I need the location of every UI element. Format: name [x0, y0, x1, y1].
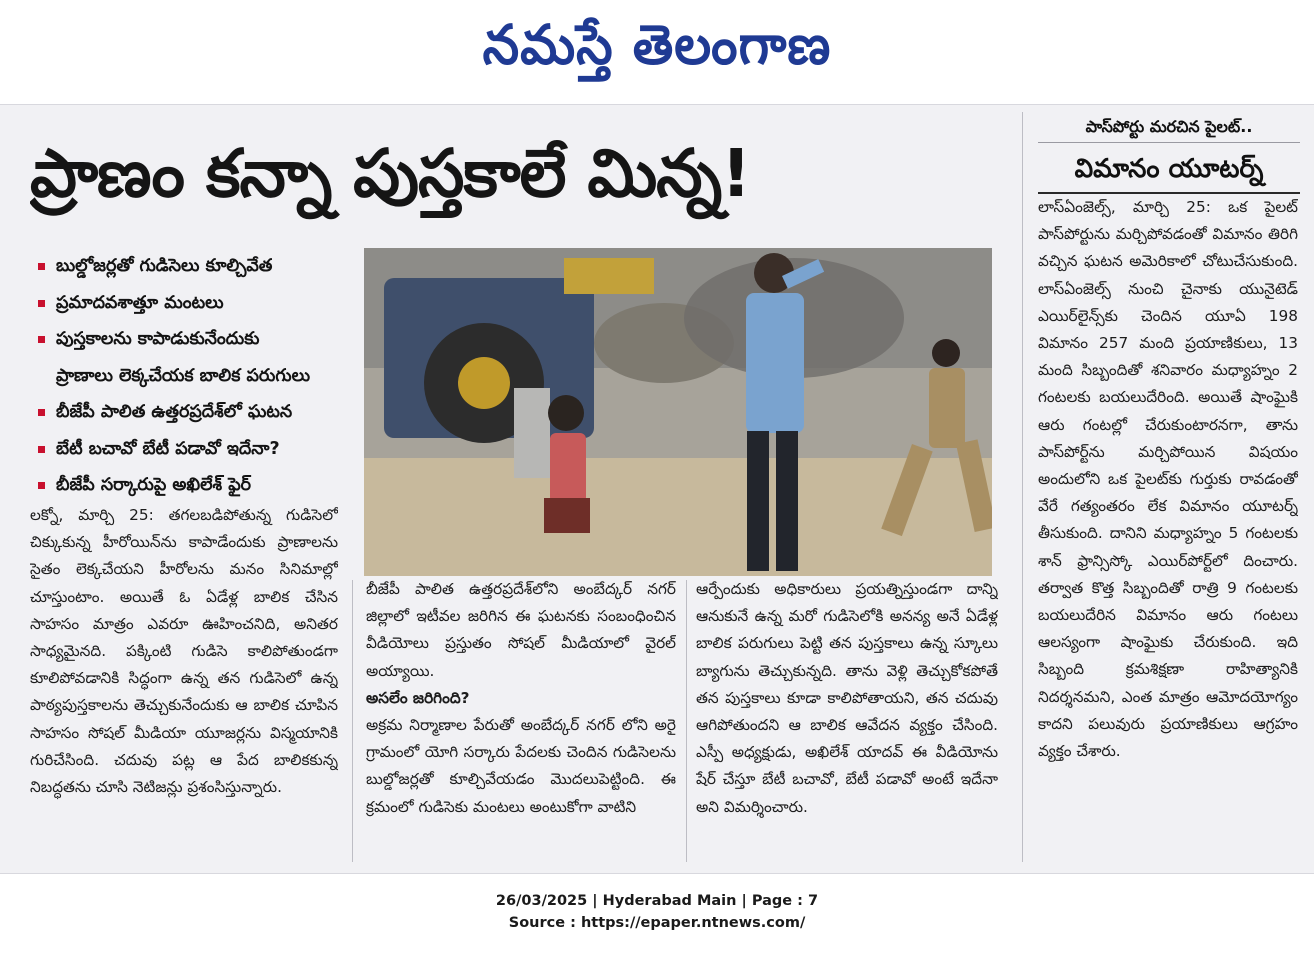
column-divider — [352, 580, 353, 862]
article-headline: ప్రాణం కన్నా పుస్తకాలే మిన్న! — [30, 135, 751, 212]
article-paragraph: అక్రమ నిర్మాణాల పేరుతో అంబేద్కర్ నగర్ లోని అరై గ్రామంలో యోగి సర్కారు పేదలకు చెందిన గుడిసెలను బుల్డోజర్లతో కూల్చివేయడం మొదలుపెట్టింది. ఈ క్రమంలో గుడిసెకు మంటలు అంటుకోగా వాటిని — [366, 716, 676, 816]
bullet-item-continued: ప్రాణాలు లెక్కచేయక బాలిక పరుగులు — [56, 365, 311, 386]
bullet-square-icon — [38, 336, 45, 343]
news-photo-illustration — [364, 248, 992, 576]
bullet-square-icon — [38, 446, 45, 453]
news-photo — [364, 248, 992, 576]
article-column-2 — [366, 576, 676, 866]
edition-info: 26/03/2025 | Hyderabad Main | Page : 7 — [495, 893, 819, 909]
article-paragraph: ఆర్పేందుకు అధికారులు ప్రయత్నిస్తుండగా దాన్ని ఆనుకునే ఉన్న మరో గుడిసెలోకి అనన్య అనే ఏడేళ్ల బాలిక పరుగులు పెట్టి తన పుస్తకాలు ఉన్న స్కూలు బ్యాగును తెచ్చుకున్నది. తాను వెళ్లి తెచ్చుకోకపోతే తన పుస్తకాలు కూడా కాలిపోతాయని, తన చదువు ఆగిపోతుందని ఆ బాలిక ఆవేదన వ్యక్తం చేసింది. ఎస్పీ అధ్యక్షుడు, అఖిలేశ్ యాదవ్ ఈ వీడియోను షేర్ చేస్తూ బేటీ బచావో, బేటీ పడావో అంటే ఇదేనా అని విమర్శించారు. — [696, 580, 998, 816]
source-link[interactable]: Source : https://epaper.ntnews.com/ — [508, 915, 806, 931]
page-footer — [0, 890, 1314, 934]
article-paragraph: లాస్‌ఏంజెల్స్, మార్చి 25: ఒక పైలట్ పాస్‌పోర్టును మర్చిపోవడంతో విమానం తిరిగి వచ్చిన ఘటన అమెరికాలో చోటుచేసుకుంది. లాస్‌ఏంజెల్స్ నుంచి చైనాకు యునైటెడ్ ఎయిర్‌లైన్స్‌కు చెందిన యూఏ 198 విమానం 257 మంది ప్రయాణికులు, 13 మంది సిబ్బందితో శనివారం మధ్యాహ్నం 2 గంటలకు బయలుదేరింది. అయితే షాంఘైకి ఆరు గంటల్లో చేరుకుంటారనగా, తాను పాస్‌పోర్ట్‌ను మర్చిపోయిన విషయం అందులోని ఒక పైలట్‌కు గుర్తుకు రావడంతో వేరే గత్యంతరం లేక విమానం యూటర్న్ తీసుకుంది. దానిని మధ్యాహ్నం 5 గంటలకు శాన్ ఫ్రాన్సిస్కో ఎయిర్‌పోర్ట్‌లో దించారు. తర్వాత కొత్త సిబ్బందితో రాత్రి 9 గంటలకు బయలుదేరిన విమానం ఆరు గంటలు ఆలస్యంగా షాంఘైకు చేరుకుంది. ఇది సిబ్బంది క్రమశిక్షణా రాహిత్యానికి నిదర్శనమని, ఎంత మాత్రం ఆమోదయోగ్యం కాదని పలువురు ప్రయాణికులు ఆగ్రహం వ్యక్తం చేశారు. — [1038, 198, 1298, 761]
sidebar-article-body — [1038, 194, 1298, 864]
bullet-square-icon — [38, 300, 45, 307]
bullet-square-icon — [38, 409, 45, 416]
sidebar-kicker: పాస్‌పోర్టు మరచిన పైలట్.. — [1038, 112, 1300, 143]
bullet-item: పుస్తకాలను కాపాడుకునేందుకు — [36, 321, 358, 358]
article-column-3 — [696, 576, 998, 866]
masthead — [0, 0, 1314, 104]
bullet-item: బేటీ బచావో బేటీ పడావో ఇదేనా? — [36, 431, 358, 468]
article-column-1 — [30, 502, 338, 862]
column-divider — [686, 580, 687, 862]
bullet-square-icon — [38, 482, 45, 489]
bullet-item: బుల్డోజర్లతో గుడిసెలు కూల్చివేత — [36, 248, 358, 285]
bullet-item: ప్రమాదవశాత్తూ మంటలు — [36, 285, 358, 322]
article-paragraph: బీజేపీ పాలిత ఉత్తరప్రదేశ్‌లోని అంబేద్కర్ నగర్ జిల్లాలో ఇటీవల జరిగిన ఈ ఘటనకు సంబంధించిన వీడియోలు ప్రస్తుతం సోషల్ మీడియాలో వైరల్ అయ్యాయి. — [366, 580, 676, 680]
sidebar-headline: విమానం యూటర్న్ — [1038, 146, 1300, 194]
bullet-square-icon — [38, 263, 45, 270]
sidebar-divider — [1022, 112, 1023, 862]
bullet-item: బీజేపీ సర్కారుపై అఖిలేశ్ ఫైర్ — [36, 467, 358, 504]
article-paragraph: లక్నో, మార్చి 25: తగలబడిపోతున్న గుడిసెలో చిక్కుకున్న హీరోయిన్‌ను కాపాడేందుకు ప్రాణాలను సైతం లెక్కచేయని హీరోలను మనం సినిమాల్లో చూస్తుంటాం. అయితే ఓ ఏడేళ్ల బాలిక చేసిన సాహసం మాత్రం ఎవరూ ఊహించనిది, అనితర సాధ్యమైనది. పక్కింటి గుడిసె కాలిపోతుండగా కూలిపోవడానికి సిద్ధంగా ఉన్న తన గుడిసెలో ఉన్న పాఠ్యపుస్తకాలను తెచ్చుకునేందుకు ఆ బాలిక చూపిన సాహసం సోషల్ మీడియా యూజర్లను విస్మయానికి గురిచేసింది. చదువు పట్ల ఆ పేద బాలికకున్న నిబద్ధతను చూసి నెటిజన్లు ప్రశంసిస్తున్నారు. — [30, 506, 338, 797]
bullet-item: బీజేపీ పాలిత ఉత్తరప్రదేశ్‌లో ఘటన — [36, 394, 358, 431]
newspaper-logo: నమస్తే తెలంగాణ — [482, 13, 832, 77]
highlight-bullets — [36, 248, 358, 504]
article-subheading: అసలేం జరిగింది? — [366, 688, 470, 707]
